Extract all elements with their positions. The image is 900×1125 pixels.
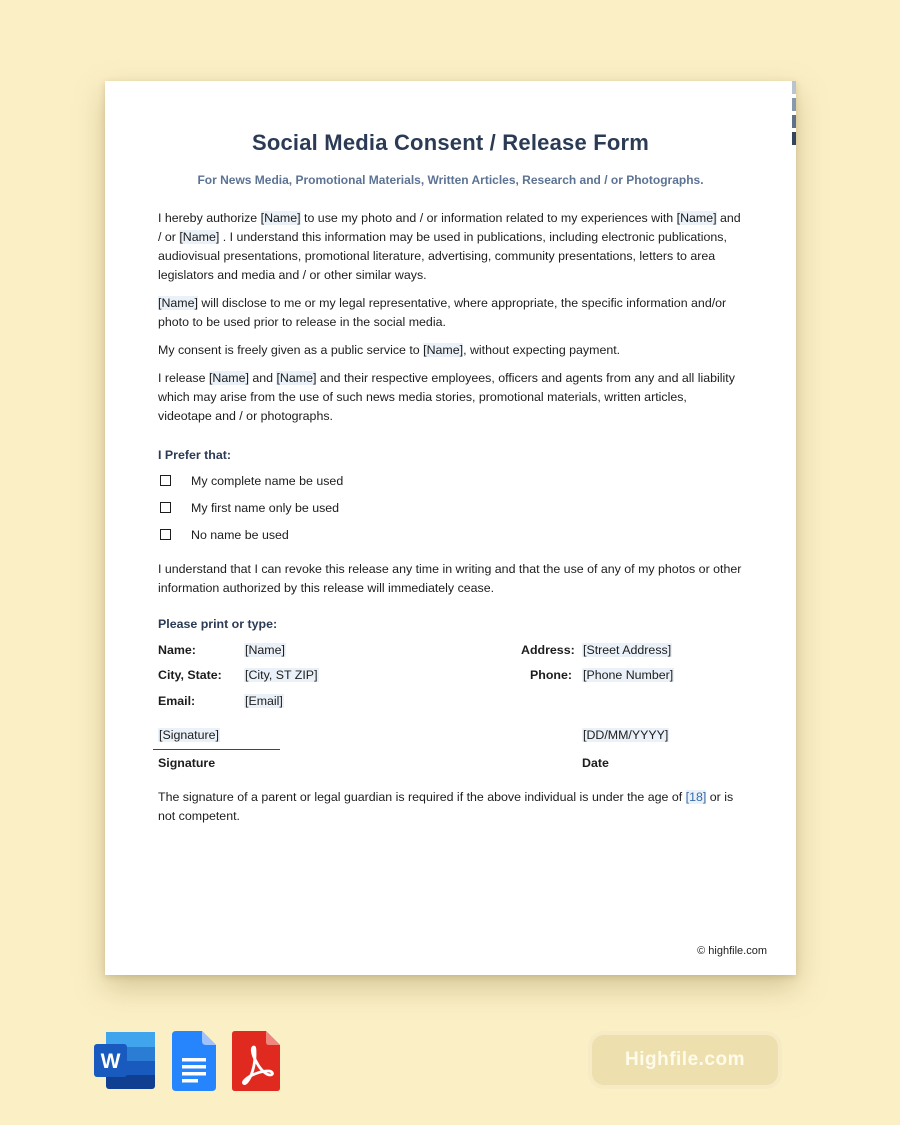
- paragraph-disclose: [Name] will disclose to me or my legal representative, where appropriate, the specific information and/or photo to be used prior to release in the social media.: [158, 296, 727, 329]
- placeholder-name[interactable]: [Name]: [276, 371, 317, 385]
- option-no-name[interactable]: No name be used: [158, 527, 289, 543]
- name-label: Name:: [158, 643, 196, 657]
- document-page: [105, 81, 796, 975]
- placeholder-name[interactable]: [Name]: [423, 343, 464, 357]
- option-first-name[interactable]: My first name only be used: [158, 500, 339, 516]
- consent-paragraphs: [158, 209, 743, 435]
- email-field[interactable]: [Email]: [245, 694, 283, 708]
- phone-field[interactable]: [Phone Number]: [583, 668, 674, 682]
- option-complete-name[interactable]: My complete name be used: [158, 473, 343, 489]
- phone-label: Phone:: [530, 668, 572, 682]
- signature-line: [153, 749, 280, 750]
- paragraph-authorize: I hereby authorize [Name] to use my photo and / or information related to my experiences with [Name] and / or [Name] . I understand this information may be used in publications, including electronic publications, audiovisual presentations, promotional literature, advertising, community presentations, letters to area legislators and media and / or other similar ways.: [158, 211, 741, 282]
- date-field[interactable]: [DD/MM/YYYY]: [583, 728, 669, 742]
- guardian-paragraph: The signature of a parent or legal guardian is required if the above individual is under the age of [18] or is not competent.: [158, 790, 734, 823]
- highfile-badge[interactable]: Highfile.com: [592, 1035, 778, 1085]
- city-field[interactable]: [City, ST ZIP]: [245, 668, 318, 682]
- placeholder-name[interactable]: [Name]: [260, 211, 301, 225]
- page-title: Social Media Consent / Release Form: [251, 130, 649, 155]
- placeholder-age[interactable]: [18]: [685, 790, 707, 804]
- placeholder-name[interactable]: [Name]: [208, 371, 249, 385]
- name-field[interactable]: [Name]: [245, 643, 285, 657]
- pdf-icon[interactable]: [232, 1031, 280, 1091]
- signature-label: Signature: [158, 756, 216, 770]
- revoke-paragraph: I understand that I can revoke this release any time in writing and that the use of any of my photos or other information authorized by this release will immediately cease.: [158, 562, 742, 595]
- google-docs-icon[interactable]: [172, 1031, 216, 1091]
- copyright-credit: © highfile.com: [697, 945, 767, 957]
- checkbox-icon[interactable]: [160, 475, 171, 486]
- address-label: Address:: [521, 643, 575, 657]
- print-heading: Please print or type:: [158, 617, 278, 631]
- placeholder-name[interactable]: [Name]: [158, 296, 198, 310]
- page-subtitle: For News Media, Promotional Materials, Written Articles, Research and / or Photographs.: [197, 173, 704, 187]
- placeholder-name[interactable]: [Name]: [676, 211, 717, 225]
- email-label: Email:: [158, 694, 196, 708]
- paragraph-release: I release [Name] and [Name] and their respective employees, officers and agents from any and all liability which may arise from the use of such news media stories, promotional materials, written articles, videotape and / or photographs.: [158, 371, 735, 423]
- date-label: Date: [582, 756, 609, 770]
- address-field[interactable]: [Street Address]: [583, 643, 672, 657]
- word-icon[interactable]: [94, 1031, 156, 1091]
- signature-field[interactable]: [Signature]: [159, 728, 219, 742]
- svg-text:W: W: [100, 1050, 121, 1073]
- checkbox-icon[interactable]: [160, 502, 171, 513]
- placeholder-name[interactable]: [Name]: [179, 230, 220, 244]
- paragraph-consent: My consent is freely given as a public service to [Name], without expecting payment.: [158, 343, 621, 357]
- city-label: City, State:: [158, 668, 222, 682]
- checkbox-icon[interactable]: [160, 529, 171, 540]
- prefer-heading: I Prefer that:: [158, 448, 231, 462]
